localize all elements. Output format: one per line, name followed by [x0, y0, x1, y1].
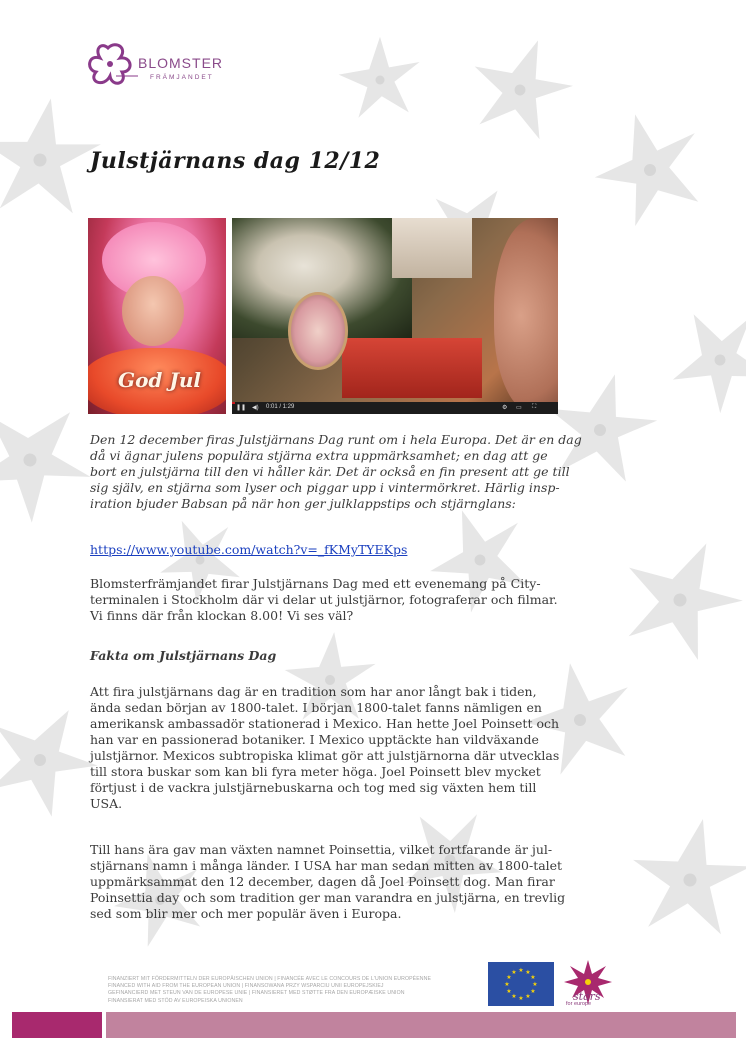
flower-logo-icon	[86, 42, 138, 88]
poster-caption: God Jul	[118, 368, 201, 392]
volume-icon[interactable]: ◀)	[252, 405, 259, 411]
eu-flag-icon	[488, 962, 554, 1006]
footer-bar-left	[12, 1012, 102, 1038]
event-paragraph: Blomsterfrämjandet firar Julstjärnans Dag med ett evenemang på City- terminalen i Stockholm där vi delar ut julstjärnor, fotograferar och filmar. Vi finns där från klockan 8.00! Vi ses väl?	[90, 576, 558, 623]
svg-text:★: ★	[506, 974, 512, 981]
svg-text:★: ★	[530, 988, 536, 995]
svg-text:★: ★	[511, 969, 517, 976]
logo-subtitle: FRÄMJANDET	[150, 74, 214, 81]
facts-paragraph: Att fira julstjärnans dag är en tradition som har anor långt bak i tiden, ända sedan början av 1800-talet. I början 1800-talet fanns nämligen en amerikansk ambassadör stationerad i Mexico. Han hette Joel Poinsett och han var en passionerad botaniker. I Mexico upptäckte han vildväxande julstjärnor. Mexicos subtropiska klimat gör att julstjärnorna där utvecklas till stora buskar som kan bli fyra meter höga. Joel Poinsett blev mycket förtjust i de vackra julstjärnebuskarna och tog med sig växten hem till USA.	[90, 684, 560, 811]
youtube-link[interactable]: https://www.youtube.com/watch?v=_fKMyTYEKps	[90, 542, 408, 557]
youtube-video-player[interactable]	[232, 218, 558, 414]
video-controls	[232, 402, 558, 414]
fullscreen-icon[interactable]: ⛶	[532, 404, 537, 410]
svg-text:★: ★	[525, 969, 531, 976]
logo-name: BLOMSTER	[138, 55, 224, 71]
svg-text:★: ★	[518, 995, 524, 1002]
blomsterframjandet-logo	[86, 42, 246, 88]
svg-text:★: ★	[506, 988, 512, 995]
svg-text:★: ★	[504, 981, 510, 988]
stars-sub-label: for europe	[566, 1001, 592, 1007]
settings-icon[interactable]: ⚙	[502, 405, 508, 411]
svg-text:★: ★	[530, 974, 536, 981]
svg-text:★: ★	[532, 981, 538, 988]
stars-label: stars	[573, 990, 601, 1003]
intro-paragraph: Den 12 december firas Julstjärnans Dag runt om i hela Europa. Det är en dag då vi ägnar julens populära stjärna extra uppmärksamhet; en dag att ge bort en julstjärna till den vi håller kär. Det är också en fin present att ge till sig själv, en stjärna som lyser och piggar upp i vintermörkret. Härlig insp- iration bjuder Babsan på när hon ger julklappstips och stjärnglans:	[90, 432, 582, 511]
footer-bar-right	[106, 1012, 736, 1038]
facts-heading: Fakta om Julstjärnans Dag	[90, 648, 277, 663]
svg-text:★: ★	[518, 967, 524, 974]
pause-icon[interactable]: ❚❚	[236, 405, 247, 411]
god-jul-poster-image	[88, 218, 226, 414]
svg-text:★: ★	[511, 993, 517, 1000]
video-time: 0:01 / 1:29	[266, 404, 295, 410]
svg-text:★: ★	[525, 993, 531, 1000]
page-title: Julstjärnans dag 12/12	[90, 148, 381, 174]
theater-icon[interactable]: ▭	[516, 405, 522, 411]
video-progress-bar[interactable]	[232, 402, 235, 404]
poinsettia-paragraph: Till hans ära gav man växten namnet Poinsettia, vilket fortfarande är jul- stjärnans namn i många länder. I USA har man sedan mitten av 1800-talet uppmärksammat den 12 december, dagen då Joel Poinsett dog. Man firar Poinsettia day och som tradition ger man varandra en julstjärna, en trevlig sed som blir mer och mer populär även i Europa.	[90, 842, 566, 921]
eu-funding-notice: FINANZIERT MIT FÖRDERMITTELN DER EUROPÄISCHEN UNION | FINANCÉE AVEC LE CONCOURS DE L'UNION EUROPÉENNE FINANCED WITH AID FROM THE EUROPEAN UNION | FINANSOWANA PRZY WSPARCIU UNII EUROPEJSKIEJ GEFINANCIERD MET STEUN VAN DE EUROPESE UNIE | FINANSIERET MED STØTTE FRA DEN EUROPÆISKE UNION FINANSIERAT MED STÖD AV EUROPEISKA UNIONEN	[108, 976, 432, 1004]
